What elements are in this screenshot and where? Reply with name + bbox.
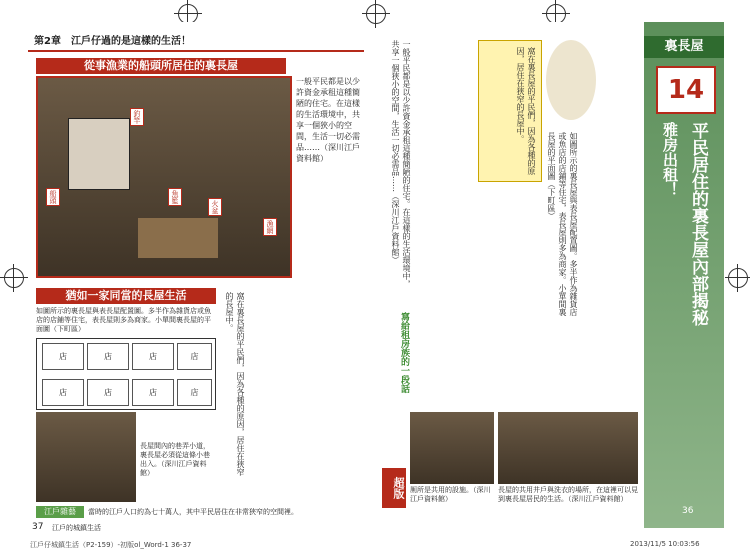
- footer-note: 當時的江戶人口約為七十萬人，其中平民居住在非常狹窄的空間裡。: [88, 508, 298, 516]
- shop-cell: 店: [42, 379, 84, 406]
- tatami-image: [138, 218, 218, 258]
- subheadline: 雅房出租！: [661, 122, 679, 197]
- registration-mark: [366, 4, 386, 24]
- page-number: 37: [32, 522, 44, 532]
- section-number: 14: [656, 66, 716, 114]
- right-page: [382, 22, 725, 528]
- print-info-left: 江戶仔城鎮生活（P2-159）-初版ol_Word-1 36-37: [30, 541, 192, 549]
- photo-title: 從事漁業的船頭所居住的裏長屋: [36, 58, 286, 74]
- super-label: 超版: [382, 468, 406, 508]
- shop-cell: 店: [132, 343, 174, 370]
- headline: 平民居住的裏長屋內部揭秘: [688, 122, 708, 326]
- well-photo: [498, 412, 638, 484]
- body-text: 窩在裏長屋的平民們，因為各種的原因，居住在狹窄的長屋中。: [225, 292, 245, 476]
- shop-cell: 店: [87, 379, 129, 406]
- section-label: 裏長屋: [644, 36, 724, 58]
- photo-tag: 釣竿: [130, 108, 144, 126]
- photo-caption: 一般平民都是以少許資金承租這種簡陋的住宅。在這樣的生活環境中，共享一個狹小的空間，生活一切必需品……（深川江戶資料館）: [296, 77, 360, 163]
- registration-mark: [178, 4, 198, 24]
- registration-mark: [546, 4, 566, 24]
- left-page: [28, 22, 368, 532]
- floorplan-title: 猶如一家同當的長屋生活: [36, 288, 216, 304]
- bottom-caption-left: 厠所是共用的設施。（深川江戶資料館）: [410, 486, 491, 503]
- body-text-block: [546, 132, 640, 332]
- alley-photo: [36, 412, 136, 502]
- photo-tag: 船頭: [46, 188, 60, 206]
- shop-cell: 店: [177, 379, 212, 406]
- room-photo: [36, 76, 292, 278]
- divider: [28, 50, 364, 52]
- kimono-image: [68, 118, 130, 190]
- shop-cell: 店: [87, 343, 129, 370]
- body-text-block: [224, 292, 364, 492]
- photo-tag: 火盆: [208, 198, 222, 216]
- bottom-caption-right: 長屋的共用井戶與洗衣的場所，在這裡可以見到裏長屋居民的生活。（深川江戶資料館）: [498, 486, 638, 503]
- body-text-block: [390, 40, 474, 300]
- callout-text: 窩在裏長屋的平民們，因為各種的原因，居住在狹窄的長屋中。: [516, 47, 536, 175]
- registration-mark: [728, 268, 748, 288]
- photo-tag: 漁網: [263, 218, 277, 236]
- toilet-photo: [410, 412, 494, 484]
- body-text: 一般平民都是以少許資金承租這種簡陋的住宅。在這樣的生活環境中，共享一個狹小的空間，生活一切必需品……（深川江戶資料館）: [391, 40, 411, 288]
- shop-cell: 店: [132, 379, 174, 406]
- page-number: 36: [682, 506, 694, 516]
- shop-cell: 店: [42, 343, 84, 370]
- registration-mark: [4, 268, 24, 288]
- floorplan-caption: 如圖所示的裏長屋與表長屋配置圖。多半作為雜貨店或魚店的店鋪等住宅，表長屋則多為商家。小單間裏長屋的平面圖（下町區）: [36, 307, 211, 333]
- body-text: 如圖所示的裏長屋與表長屋配置圖。多半作為雜貨店或魚店的店鋪等住宅，表長屋則多為商家。小單間裏長屋的平面圖（下町區）: [547, 132, 578, 316]
- floorplan: [36, 338, 216, 410]
- footer-tag: 江戶雜藝: [36, 506, 84, 518]
- chapter-heading: 第2章 江戶仔過的是這樣的生活！: [34, 36, 191, 47]
- callout-box: [478, 40, 542, 182]
- character-illustration: [546, 40, 596, 120]
- shop-cell: 店: [177, 343, 212, 370]
- print-info-right: 2013/11/5 10:03:56: [630, 540, 700, 548]
- photo-tag: 魚籃: [168, 188, 182, 206]
- callout-title: 寫給租房族的一段話: [399, 312, 409, 393]
- page-footer: 江戶的城鎮生活: [52, 524, 101, 532]
- alley-caption: 長屋間內的巷弄小道，裏長屋必須從這條小巷出入。（深川江戶資料館）: [140, 442, 210, 477]
